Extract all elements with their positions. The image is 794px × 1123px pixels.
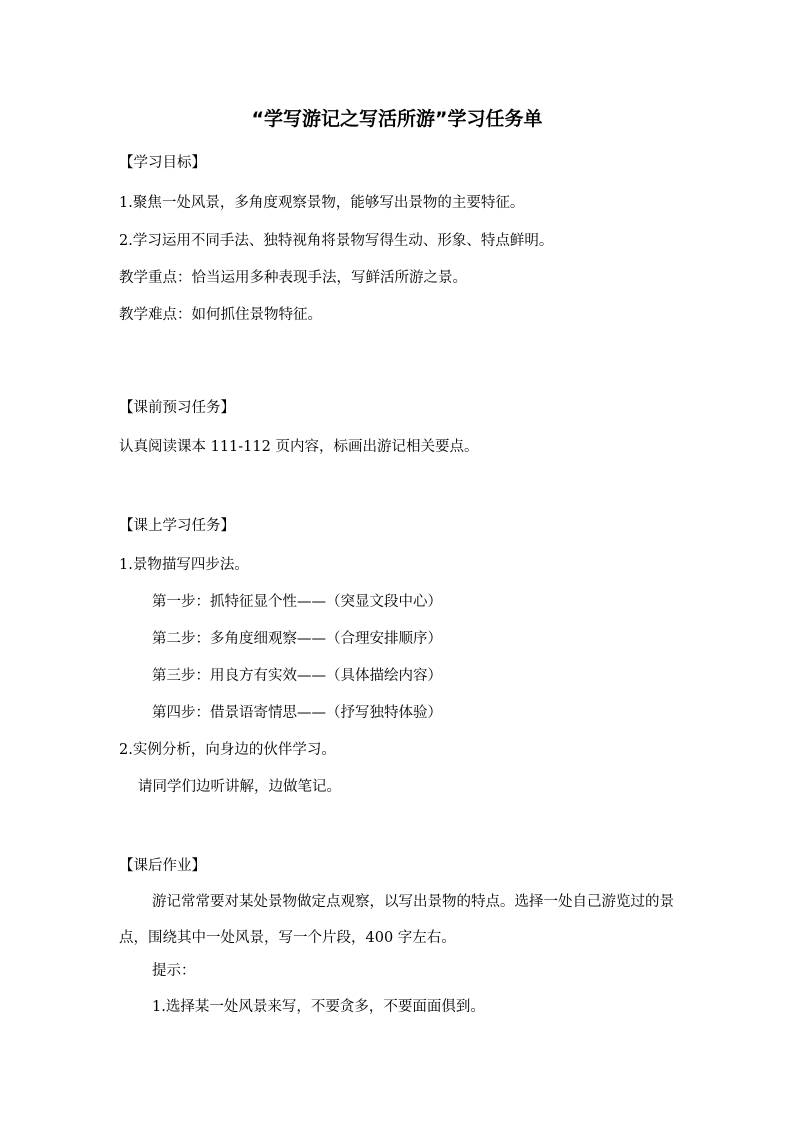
- step-4: 第四步：借景语寄情思——（抒写独特体验）: [152, 705, 442, 721]
- section-heading-preview: 【课前预习任务】: [119, 400, 235, 416]
- section-heading-class-task: 【课上学习任务】: [119, 518, 235, 534]
- goal-item-1: 1.聚焦一处风景，多角度观察景物，能够写出景物的主要特征。: [119, 195, 525, 211]
- homework-paragraph: 游记常常要对某处景物做定点观察，以写出景物的特点。选择一处自己游览过的景点，围绕其中一处风景，写一个片段，400 字左右。: [119, 894, 674, 946]
- section-heading-homework: 【课后作业】: [119, 858, 206, 874]
- section-heading-goals: 【学习目标】: [119, 155, 206, 171]
- step-3: 第三步：用良方有实效——（具体描绘内容）: [152, 668, 442, 684]
- key-point: 教学重点：恰当运用多种表现手法，写鲜活所游之景。: [119, 270, 467, 286]
- preview-text: 认真阅读课本 111-112 页内容，标画出游记相关要点。: [119, 439, 479, 455]
- difficulty-point: 教学难点：如何抓住景物特征。: [119, 307, 322, 323]
- class-task-note: 请同学们边听讲解，边做笔记。: [138, 779, 341, 795]
- step-2: 第二步：多角度细观察——（合理安排顺序）: [152, 631, 442, 647]
- hint-item-1: 1.选择某一处风景来写，不要贪多，不要面面俱到。: [152, 999, 485, 1015]
- class-task-item-2: 2.实例分析，向身边的伙伴学习。: [119, 742, 336, 758]
- goal-item-2: 2.学习运用不同手法、独特视角将景物写得生动、形象、特点鲜明。: [119, 233, 554, 249]
- step-1: 第一步：抓特征显个性——（突显文段中心）: [152, 594, 442, 610]
- class-task-item-1: 1.景物描写四步法。: [119, 557, 249, 573]
- hint-label: 提示：: [152, 963, 196, 979]
- document-title: “学写游记之写活所游”学习任务单: [251, 108, 543, 130]
